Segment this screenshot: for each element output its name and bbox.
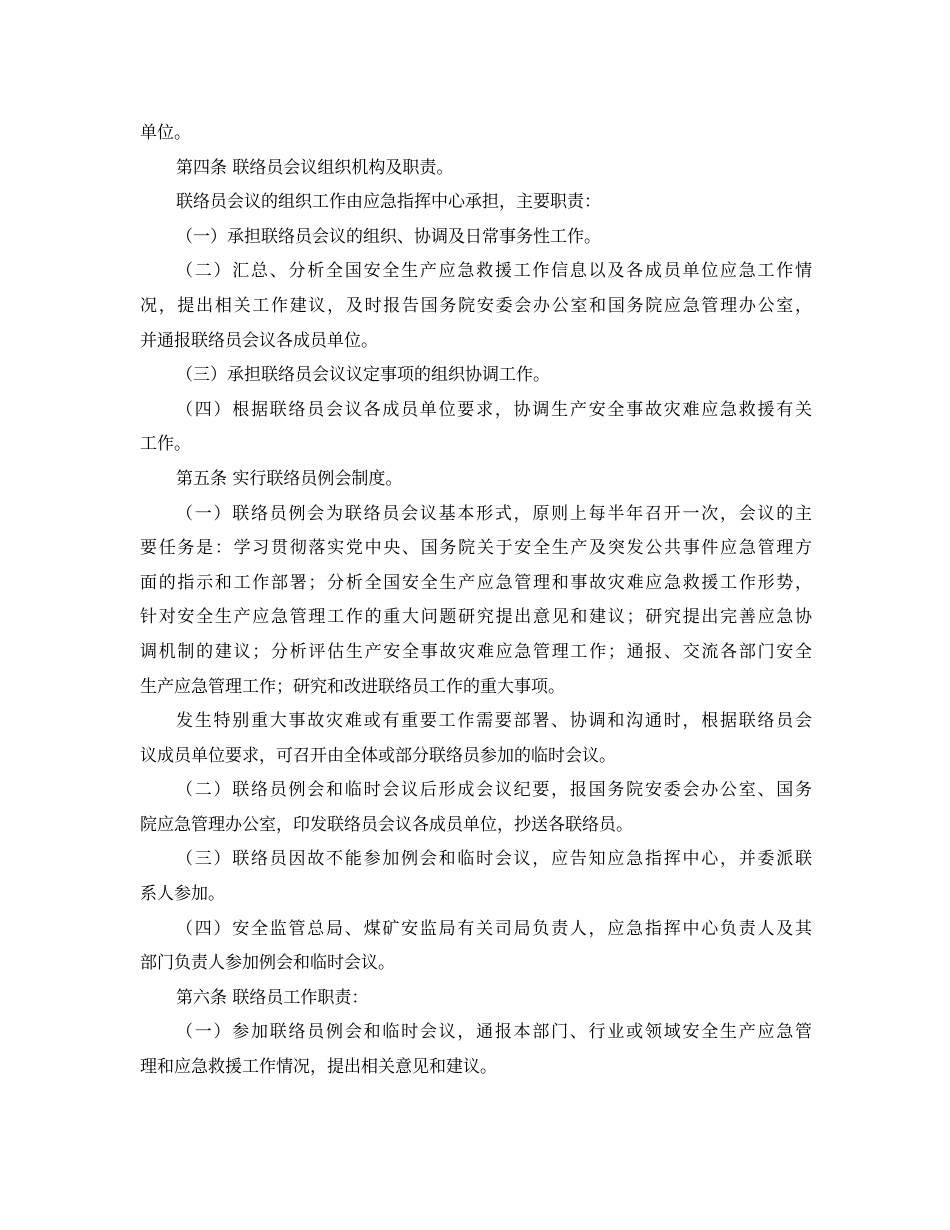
text-line: 理和应急救援工作情况，提出相关意见和建议。 [140, 1057, 497, 1078]
text-line: 单位。 [140, 123, 191, 143]
text-line: 并通报联络员会议各成员单位。 [140, 330, 378, 351]
text-line: 面的指示和工作部署；分析全国安全生产应急管理和事故灾难应急救援工作形势， [140, 572, 812, 593]
list-item: （四）根据联络员会议各成员单位要求，协调生产安全事故灾难应急救援有关 [176, 399, 812, 420]
text-line: 调机制的建议；分析评估生产安全事故灾难应急管理工作；通报、交流各部门安全 [140, 641, 812, 662]
text-line: 院应急管理办公室，印发联络员会议各成员单位，抄送各联络员。 [140, 814, 633, 835]
text-line: 针对安全生产应急管理工作的重大问题研究提出意见和建议；研究提出完善应急协 [140, 607, 812, 628]
text-line: 要任务是：学习贯彻落实党中央、国务院关于安全生产及突发公共事件应急管理方 [140, 538, 812, 559]
list-item: （一）承担联络员会议的组织、协调及日常事务性工作。 [176, 226, 601, 247]
list-item: （一）联络员例会为联络员会议基本形式，原则上每半年召开一次，会议的主 [176, 503, 812, 524]
list-item: （三）承担联络员会议议定事项的组织协调工作。 [176, 365, 550, 386]
text-line: 生产应急管理工作；研究和改进联络员工作的重大事项。 [140, 676, 565, 697]
list-item: （二）联络员例会和临时会议后形成会议纪要，报国务院安委会办公室、国务 [176, 780, 812, 801]
list-item: （三）联络员因故不能参加例会和临时会议，应告知应急指挥中心，并委派联 [176, 849, 812, 870]
text-line: 部门负责人参加例会和临时会议。 [140, 953, 395, 974]
list-item: （一）参加联络员例会和临时会议，通报本部门、行业或领域安全生产应急管 [176, 1022, 812, 1043]
text-line: 工作。 [140, 434, 191, 455]
document-body [140, 116, 812, 1085]
article-heading: 第四条 联络员会议组织机构及职责。 [176, 157, 454, 178]
list-item: （四）安全监管总局、煤矿安监局有关司局负责人，应急指挥中心负责人及其 [176, 918, 812, 939]
text-line: 系人参加。 [140, 884, 225, 905]
article-heading: 第五条 实行联络员例会制度。 [176, 468, 403, 489]
text-line: 议成员单位要求，可召开由全体或部分联络员参加的临时会议。 [140, 745, 616, 766]
text-line: 况，提出相关工作建议，及时报告国务院安委会办公室和国务院应急管理办公室， [140, 295, 812, 316]
list-item: （二）汇总、分析全国安全生产应急救援工作信息以及各成员单位应急工作情 [176, 261, 812, 282]
text-line: 联络员会议的组织工作由应急指挥中心承担，主要职责： [176, 192, 601, 213]
text-line: 发生特别重大事故灾难或有重要工作需要部署、协调和沟通时，根据联络员会 [176, 711, 812, 732]
article-heading: 第六条 联络员工作职责： [176, 987, 369, 1008]
